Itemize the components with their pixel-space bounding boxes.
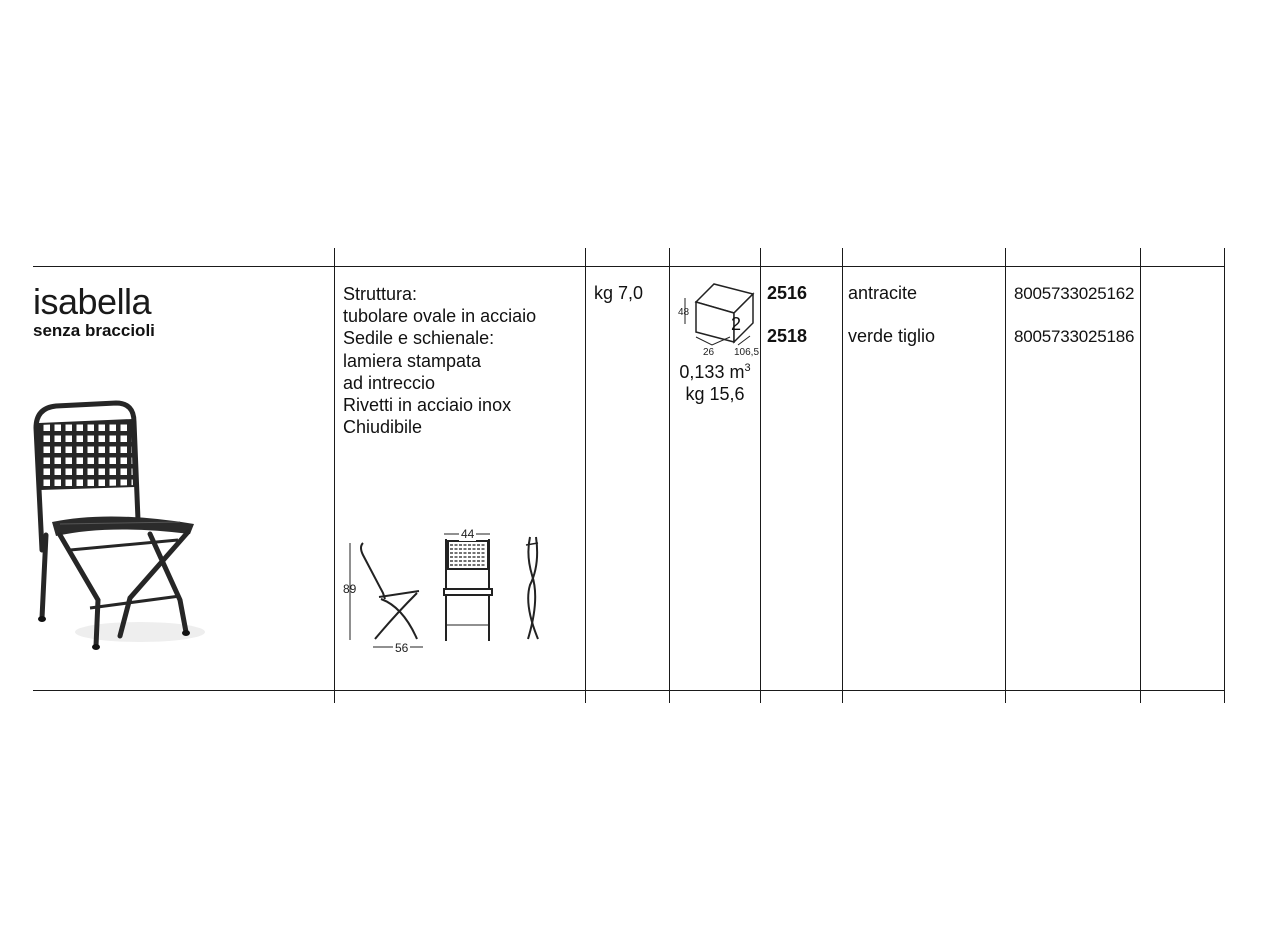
chair-side-view-drawing: [345, 535, 430, 655]
table-top-border: [33, 266, 1225, 267]
table-bottom-border: [33, 690, 1225, 691]
col-divider: [585, 248, 586, 703]
variant-code: 2516: [767, 283, 808, 303]
dimension-width-label: 44: [461, 527, 475, 541]
col-divider: [1140, 248, 1141, 703]
variant-color: verde tiglio: [848, 326, 936, 346]
package-volume-value: 0,133 m: [679, 362, 745, 382]
chair-front-view-drawing: [438, 525, 498, 645]
package-length-label: 106,5: [734, 347, 760, 358]
product-description: [343, 283, 536, 438]
description-line: Chiudibile: [343, 417, 423, 438]
product-name: isabella: [33, 281, 152, 322]
variant-ean: 8005733025162: [1014, 284, 1135, 303]
folding-chair-photo: [30, 400, 205, 656]
variant-ean: 8005733025186: [1014, 327, 1135, 346]
col-divider: [842, 248, 843, 703]
package-quantity-label: 2: [731, 314, 742, 334]
package-volume: [670, 362, 760, 383]
description-line: lamiera stampata: [343, 350, 482, 371]
package-width-label: 26: [703, 347, 715, 358]
product-subtitle: senza braccioli: [33, 321, 155, 340]
description-line: Sedile e schienale:: [343, 328, 495, 349]
description-line: ad intreccio: [343, 372, 436, 393]
package-volume-unit: 3: [744, 362, 751, 374]
dimension-depth-label: 56: [395, 641, 409, 655]
col-divider: [669, 248, 670, 703]
col-divider: [760, 248, 761, 703]
description-line: Rivetti in acciaio inox: [343, 395, 512, 416]
description-line: tubolare ovale in acciaio: [343, 306, 537, 327]
variant-code: 2518: [767, 326, 808, 346]
product-weight: kg 7,0: [594, 283, 644, 303]
package-height-label: 48: [678, 307, 690, 318]
col-divider: [334, 248, 335, 703]
col-divider: [1224, 248, 1225, 703]
chair-folded-view-drawing: [518, 535, 548, 645]
variant-color: antracite: [848, 283, 918, 303]
dimension-height-label: 89: [343, 582, 357, 596]
package-weight: kg 15,6: [685, 384, 745, 404]
description-line: Struttura:: [343, 284, 418, 304]
col-divider: [1005, 248, 1006, 703]
